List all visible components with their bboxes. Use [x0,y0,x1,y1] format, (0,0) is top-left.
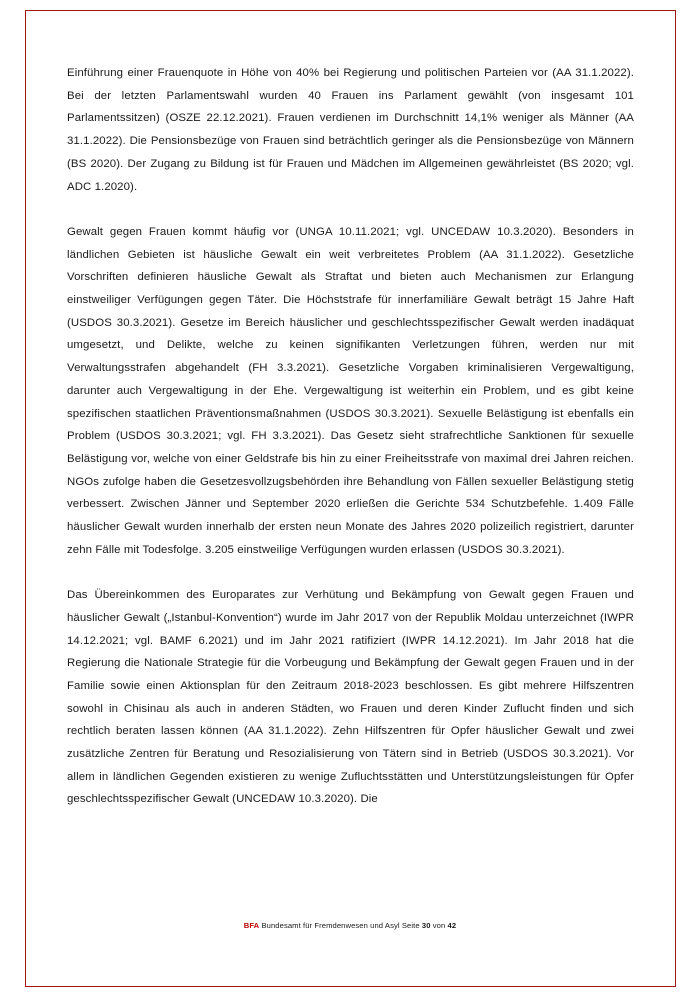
paragraph-istanbul-convention: Das Übereinkommen des Europarates zur Verhütung und Bekämpfung von Gewalt gegen Frauen und häuslicher Gewalt („Istanbul-Konvention“) wurde im Jahr 2017 von der Republik Moldau unterzeichnet (IWPR 14.12.2021; vgl. BAMF 6.2021) und im Jahr 2021 ratifiziert (IWPR 14.12.2021). Im Jahr 2018 hat die Regierung die Nationale Strategie für die Vorbeugung und Bekämpfung der Gewalt gegen Frauen und in der Familie sowie einen Aktionsplan für den Zeitraum 2018-2023 beschlossen. Es gibt mehrere Hilfszentren sowohl in Chisinau als auch in anderen Städten, wo Frauen und deren Kinder Zuflucht finden und sich rechtlich beraten lassen können (AA 31.1.2022). Zehn Hilfszentren für Opfer häuslicher Gewalt und zwei zusätzliche Zentren für Beratung und Resozialisierung von Tätern sind in Betrieb (USDOS 30.3.2021). Vor allem in ländlichen Gegenden existieren zu wenige Zufluchtsstätten und Unterstützungsleistungen für Opfer geschlechtsspezifischer Gewalt (UNCEDAW 10.3.2020). Die [67,589,634,806]
footer-org-abbreviation: BFA [243,921,260,930]
footer-page-number: 30 [421,921,431,930]
page-footer [0,921,700,930]
footer-total-pages: 42 [447,921,457,930]
footer-page-label: Seite [401,921,420,930]
footer-of-label: von [432,921,446,930]
footer-org-name: Bundesamt für Fremdenwesen und Asyl [261,921,400,930]
page-content [67,62,634,811]
paragraph-violence-against-women: Gewalt gegen Frauen kommt häufig vor (UNGA 10.11.2021; vgl. UNCEDAW 10.3.2020). Besonders in ländlichen Gebieten ist häusliche Gewalt ein weit verbreitetes Problem (AA 31.1.2022). Gesetzliche Vorschriften definieren häusliche Gewalt als Straftat und bieten auch Mechanismen zur Erlangung einstweiliger Verfügungen gegen Täter. Die Höchststrafe für innerfamiliäre Gewalt beträgt 15 Jahre Haft (USDOS 30.3.2021). Gesetze im Bereich häuslicher und geschlechtsspezifischer Gewalt werden inadäquat umgesetzt, und Delikte, welche zu keinen signifikanten Verletzungen führen, werden nur mit Verwaltungsstrafen abgehandelt (FH 3.3.2021). Gesetzliche Vorgaben kriminalisieren Vergewaltigung, darunter auch Vergewaltigung in der Ehe. Vergewaltigung ist weiterhin ein Problem, und es gibt keine spezifischen staatlichen Präventionsmaßnahmen (USDOS 30.3.2021). Sexuelle Belästigung ist ebenfalls ein Problem (USDOS 30.3.2021; vgl. FH 3.3.2021). Das Gesetz sieht strafrechtliche Sanktionen für sexuelle Belästigung vor, welche von einer Geldstrafe bis hin zu einer Freiheitsstrafe von maximal drei Jahren reichen. NGOs zufolge haben die Gesetzesvollzugsbehörden ihre Behandlung von Fällen sexueller Belästigung stetig verbessert. Zwischen Jänner und September 2020 erließen die Gerichte 534 Schutzbefehle. 1.409 Fälle häuslicher Gewalt wurden innerhalb der ersten neun Monate des Jahres 2020 polizeilich registriert, darunter zehn Fälle mit Todesfolge. 3.205 einstweilige Verfügungen wurden erlassen (USDOS 30.3.2021). [67,225,634,556]
paragraph-womens-rights: Einführung einer Frauenquote in Höhe von 40% bei Regierung und politischen Parteien vor (AA 31.1.2022). Bei der letzten Parlamentswahl wurden 40 Frauen ins Parlament gewählt (von insgesamt 101 Parlamentssitzen) (OSZE 22.12.2021). Frauen verdienen im Durchschnitt 14,1% weniger als Männer (AA 31.1.2022). Die Pensionsbezüge von Frauen sind beträchtlich geringer als die Pensionsbezüge von Männern (BS 2020). Der Zugang zu Bildung ist für Frauen und Mädchen im Allgemeinen gewährleistet (BS 2020; vgl. ADC 1.2020). [67,67,634,193]
